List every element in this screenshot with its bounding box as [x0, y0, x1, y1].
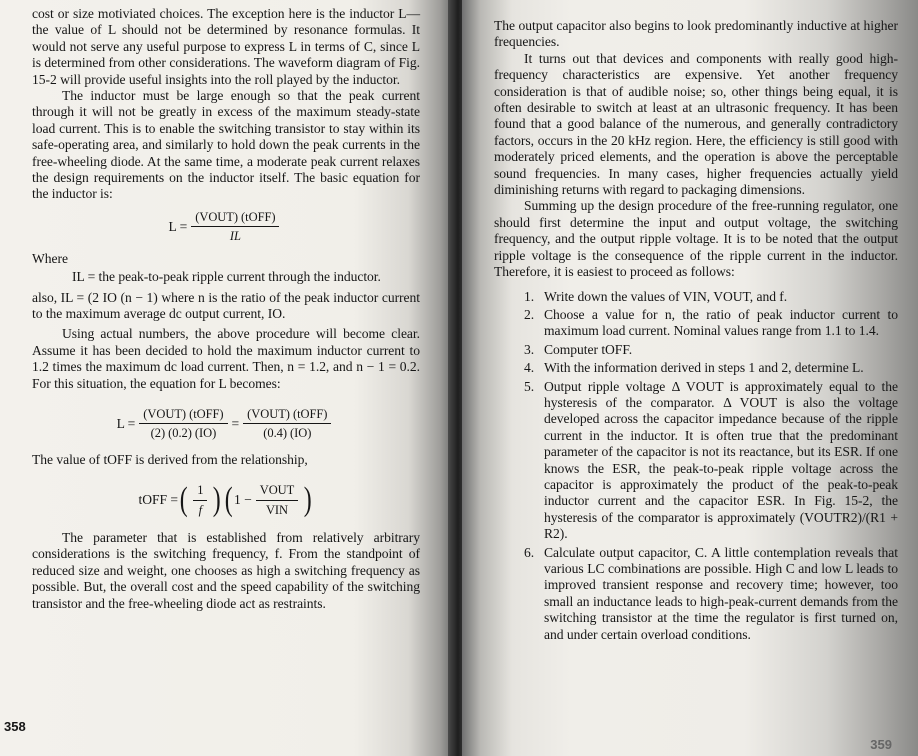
design-step	[524, 379, 898, 543]
definition-ratio: IL = (2 IO (n − 1) where n is the ratio of the peak inductor current to the maximum average dc output current, IO.	[32, 289, 420, 321]
eq1-fraction	[191, 209, 279, 245]
eq3-voltage-ratio	[256, 482, 299, 518]
design-step	[524, 545, 898, 643]
design-step	[524, 289, 898, 305]
right-paragraph-1: The output capacitor also begins to look predominantly inductive at higher frequencies.	[494, 18, 898, 50]
eq2-denominator-1: (2) (0.2) (IO)	[150, 426, 217, 441]
design-step	[524, 360, 898, 376]
toff-equation	[32, 482, 420, 518]
eq1-numerator: (VOUT) (tOFF)	[191, 209, 279, 227]
eq3-lhs: tOFF =	[138, 491, 178, 507]
left-page-text	[32, 6, 420, 612]
left-page	[0, 0, 454, 756]
eq3-one-minus: 1 −	[234, 491, 252, 507]
right-paragraph-2: It turns out that devices and components with really good high-frequency characteristics are expensive. Yet another frequency consideration is that of audible noise; so, other things being equal, it is often desirable to switch at least at an ultrasonic frequency. It has been found that a good balance of the numerous, and generally contradictory factors, occurs in the 20 kHz region. Here, the efficiency is still good with moderately priced elements, and the operation is above the perceptable sound frequencies. In many cases, higher frequencies actually yield diminishing returns with regard to packaging dimensions.	[494, 50, 898, 198]
eq3-one: 1	[193, 482, 207, 500]
eq2-denominator-2: (0.4) (IO)	[263, 426, 312, 441]
right-paragraph-3: Summing up the design procedure of the free-running regulator, one should first determine the input and output voltage, the switching frequency, and the output ripple voltage. It is to be noted that the output ripple voltage is the consequence of the ripple current in the inductor. Therefore, it is easiest to proceed as follows:	[494, 198, 898, 280]
left-paren-1: (	[179, 481, 188, 519]
definition-also	[32, 290, 420, 323]
right-paren-2: )	[303, 481, 312, 519]
left-paragraph-5: The parameter that is established from relatively arbitrary considerations is the switching frequency, f. From the standpoint of reduced size and weight, one chooses as high a switching frequency as possible. But, the overall cost and the speed capability of the switching transistor and the free-wheeling diode act as restraints.	[32, 529, 420, 611]
page-number-right: 359	[870, 737, 892, 752]
right-paren-1: )	[213, 481, 222, 519]
design-step-text: Choose a value for n, the ratio of peak inductor current to maximum load current. Nominal values range from 1.1 to 1.4.	[544, 306, 898, 339]
eq3-vin: VIN	[265, 502, 289, 517]
definition-ripple-current: IL = the peak-to-peak ripple current through the inductor.	[72, 269, 381, 285]
design-step-number: 3.	[524, 341, 535, 357]
eq3-reciprocal	[193, 482, 207, 518]
design-step-number: 5.	[524, 378, 535, 394]
right-page	[462, 0, 918, 756]
design-step-text: Output ripple voltage Δ VOUT is approximately equal to the hysteresis of the comparator. Δ VOUT is also the voltage developed across the capacitor impedance because of the ripple current in the inductor. It is often true that the predominant parameter of the capacitor is not its reactance, but its ESR. If one knows the ESR, the peak-to-peak ripple voltage across the capacitor is approximately the product of the peak-to-peak inductor current and the capacitor ESR. In Fig. 15-2, the hysteresis of the comparator is approximately (VOUTR2)/(R1 + R2).	[544, 378, 898, 542]
inductor-numeric-equation	[32, 406, 420, 442]
inductor-equation	[32, 209, 420, 245]
eq2-fraction-1	[139, 406, 227, 442]
eq1-denominator: IL	[229, 229, 241, 244]
left-paragraph-3: Using actual numbers, the above procedure will become clear. Assume it has been decided to hold the maximum inductor current to 1.2 times the maximum dc load current. Then, n = 1.2, and n − 1 = 0.2. For this situation, the equation for L becomes:	[32, 326, 420, 391]
eq2-numerator-1: (VOUT) (tOFF)	[139, 406, 227, 424]
eq2-numerator-2: (VOUT) (tOFF)	[243, 406, 331, 424]
left-paragraph-2: The inductor must be large enough so that the peak current through it will not be greatly in excess of the maximum steady-state load current. This is to enable the switching transistor to stay within its safe-operating area, and similarly to hold down the peak currents in the free-wheeling diode. At the same time, a moderate peak current relaxes the design requirements on the inductor itself. The basic equation for the inductor is:	[32, 88, 420, 202]
eq3-vout: VOUT	[256, 482, 299, 500]
eq2-fraction-2	[243, 406, 331, 442]
design-step-number: 6.	[524, 544, 535, 560]
design-step	[524, 342, 898, 358]
left-paren-2: (	[224, 481, 233, 519]
page-number-left: 358	[4, 719, 26, 734]
also-label: also,	[32, 289, 58, 305]
design-step-number: 1.	[524, 288, 535, 304]
design-step	[524, 307, 898, 340]
eq2-lhs: L =	[116, 415, 136, 431]
design-step-text: Calculate output capacitor, C. A little contemplation reveals that various LC combinations are possible. High C and low L leads to improved transient response and recovery time; however, too small an inductance leads to high-peak-current demands from the switching transistor at the time the regulator is first turned on, and under certain overload conditions.	[544, 544, 898, 642]
left-paragraph-1: cost or size motiviated choices. The exception here is the inductor L—the value of L should not be determined by resonance formulas. It would not serve any useful purpose to express L in terms of C, since L is determined from other considerations. The waveform diagram of Fig. 15-2 will provide useful insights into the roll played by the inductor.	[32, 6, 420, 87]
where-label: Where	[32, 250, 68, 266]
eq2-equals: =	[231, 415, 240, 431]
design-step-number: 4.	[524, 360, 535, 376]
design-step-number: 2.	[524, 306, 535, 322]
design-step-text: Write down the values of VIN, VOUT, and f.	[544, 288, 788, 304]
left-paragraph-4: The value of tOFF is derived from the relationship,	[32, 451, 308, 467]
right-page-text	[494, 18, 898, 645]
design-step-text: Computer tOFF.	[544, 341, 633, 357]
eq1-lhs: L =	[168, 218, 188, 234]
eq3-frequency: f	[198, 502, 203, 517]
design-steps-list	[494, 289, 898, 644]
design-step-text: With the information derived in steps 1 and 2, determine L.	[544, 360, 864, 376]
